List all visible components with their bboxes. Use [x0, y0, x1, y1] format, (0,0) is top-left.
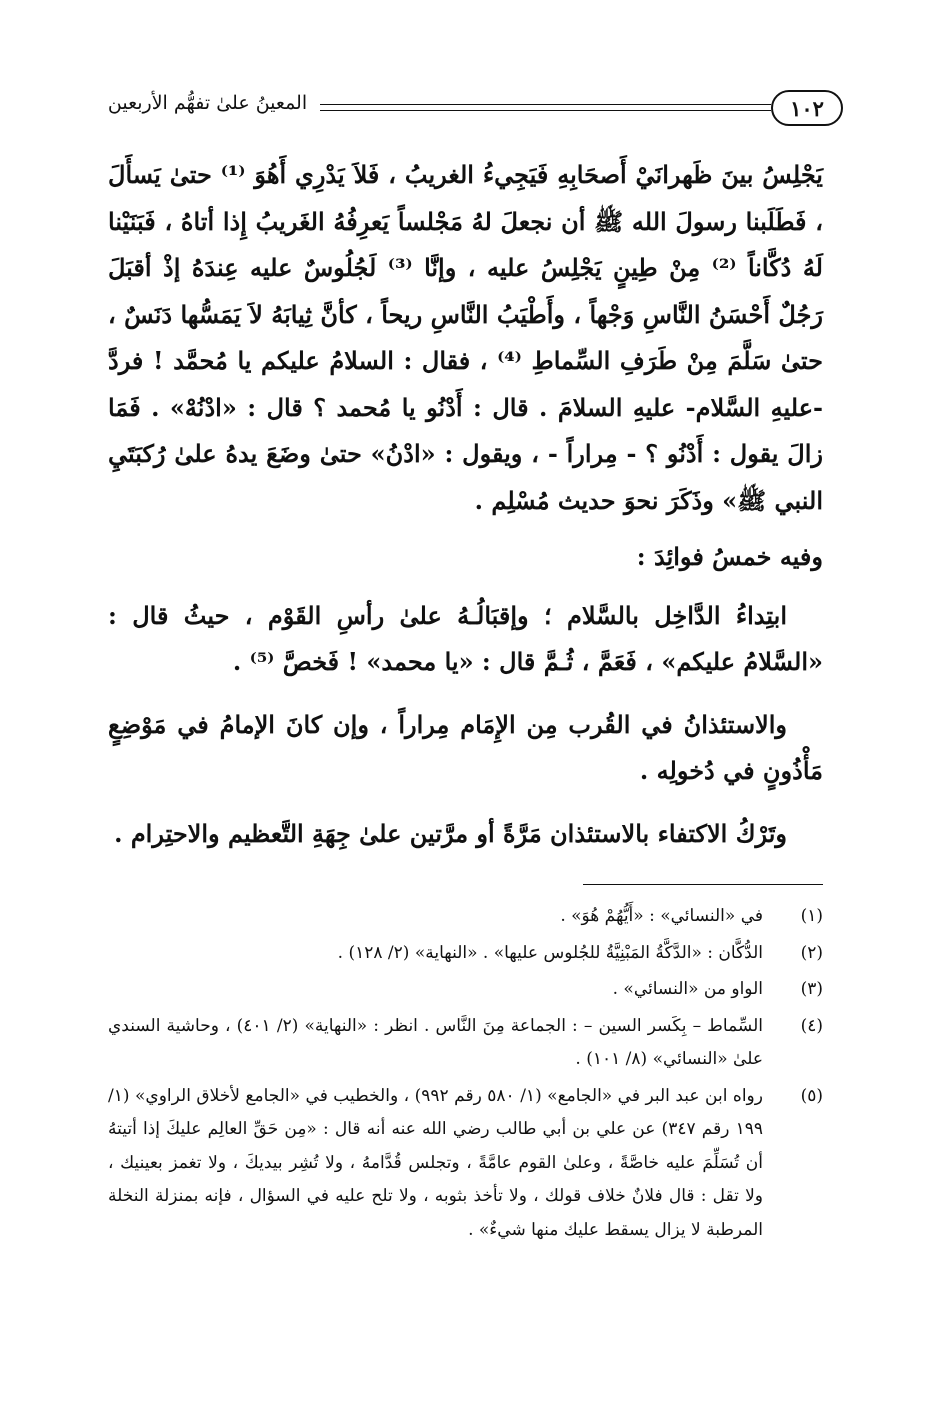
footnote-number: (٢) — [800, 942, 823, 963]
running-title: المعينُ علىٰ تفهُّم الأربعين — [107, 92, 308, 114]
footnotes — [108, 900, 823, 1250]
footnote-text: في «النسائي» : «أَيُّهُمْ هُوَ» . — [560, 906, 763, 926]
footnote — [108, 937, 823, 971]
header-rule-bottom — [320, 110, 771, 111]
footnote-number: (٥) — [800, 1085, 823, 1106]
footnote-text: السِّماط – بِكَسر السين – : الجماعة مِنَ النَّاس . انظر : «النهاية» (٢/ ٤٠١) ، وحاشية السندي علىٰ «النسائي» (٨/ ١٠١) . — [108, 1015, 763, 1069]
benefit-paragraph: والاستئذانُ في القُرب مِن الإِمَام مِراراً ، وإن كانَ الإمامُ في مَوْضِعٍ مَأْذُونٍ في دُخولِه . — [108, 709, 823, 785]
benefit-paragraph: ابتِداءُ الدَّاخِل بالسَّلام ؛ وإقبَالُـهُ علىٰ رأسِ القَوْم ، حيثُ قال : «السَّلامُ عليكم» ، فَعَمَّ ، ثُـمَّ قال : «يا محمد» ! فَخصَّ ⁽⁵⁾ . — [108, 600, 823, 676]
benefits-intro: وفيه خمسُ فوائِدَ : — [636, 542, 823, 571]
footnote — [108, 1080, 823, 1248]
footnote-text: رواه ابن عبد البر في «الجامع» (١/ ٥٨٠ رقم ٩٩٢) ، والخطيب في «الجامع لأخلاق الراوي» (١/ ١٩٩ رقم ٣٤٧) عن علي بن أبي طالب رضي الله عنه أنه قال : «مِن حَقِّ العالِم عليكَ إذا أتيتهُ أن تُسَلِّمَ عليه خاصَّةً ، وعلىٰ القوم عامَّةً ، وتجلس قُدَّامهُ ، ولا تُشِر بيديكَ ، ولا تغمز بعينيك ، ولا تقل : قال فلانٌ خلاف قولك ، ولا تأخذ بثوبه ، ولا تلح عليه في السؤال ، فإنه بمنزلة النخلة المرطبة لا يزال يسقط عليك منها شيءٌ» . — [108, 1085, 764, 1240]
footnote-number: (٣) — [800, 979, 823, 999]
main-text — [108, 152, 823, 857]
footnote — [108, 900, 823, 934]
footnote — [108, 973, 823, 1007]
page-header — [100, 82, 843, 132]
benefit-paragraph: وتَرْكُ الاكتفاء بالاستئذان مَرَّةً أو مرَّتين علىٰ جِهَةِ التَّعظيم والاحتِرام . — [114, 818, 787, 848]
footnote-number: (٤) — [800, 1015, 823, 1036]
header-rule-top — [320, 104, 771, 105]
hadith-paragraph: يَجْلِسُ بينَ ظَهرانَيْ أَصحَابِهِ فَيَجِيءُ الغريبُ ، فَلاَ يَدْرِي أَهُوَ ⁽¹⁾ حتىٰ يَسأَلَ ، فَطَلَبنا رسولَ الله ﷺ أن نجعلَ لهُ مَجْلساً يَعرِفُهُ الغَريبُ إِذا أتاهُ ، فَبَنَيْنا لَهُ دُكَّاناً ⁽²⁾ مِنْ طِينٍ يَجْلِسُ عليه ، وإنَّا ⁽³⁾ لَجُلُوسٌ عليه عِندَهُ إذْ أقبَلَ رَجُلٌ أَحْسَنُ النَّاسِ وَجْهاً ، وأَطْيَبُ النَّاسِ ريحاً ، كأنَّ ثِيابَهُ لاَ يَمَسُّها دَنَسٌ ، حتىٰ سَلَّمَ مِنْ طَرَفِ السِّماطِ ⁽⁴⁾ ، فقال : السلامُ عليكم يا مُحمَّد ! فردَّ -عليهِ السَّلام- عليهِ السلامَ . قال : أَدْنُو يا مُحمد ؟ قال : «ادْنُهْ» . فَمَا زالَ يقول : أَدْنُو ؟ - مِراراً - ، ويقول : «ادْنُ» حتىٰ وضَعَ يدهُ علىٰ رُكبَتَيِ النبي ﷺ» وذَكَرَ نحوَ حديث مُسْلِم . — [108, 160, 824, 515]
footnote-text: الدُّكَّان : «الدَّكَّةُ المَبْنِيَّةُ للجُلوس عليها» . «النهاية» (٢/ ١٢٨) . — [337, 942, 763, 963]
footnote-text: الواو من «النسائي» . — [612, 979, 763, 999]
footnote — [108, 1010, 823, 1077]
footnote-separator — [583, 884, 823, 885]
page-number: ١٠٢ — [771, 90, 843, 126]
footnote-number: (١) — [800, 906, 823, 926]
